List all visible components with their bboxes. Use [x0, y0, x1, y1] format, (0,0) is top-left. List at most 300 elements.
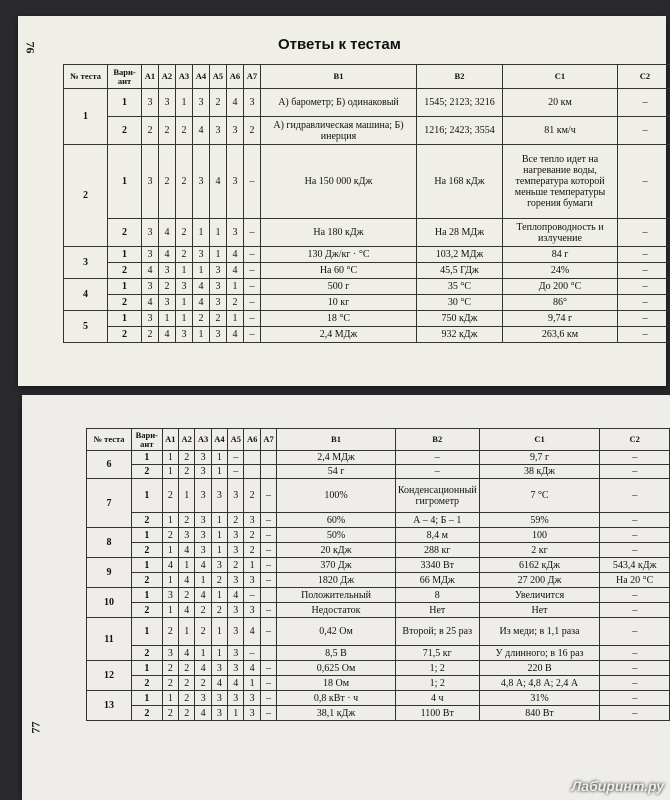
table-row: [87, 603, 670, 618]
answer-cell: Все тепло идет на нагревание воды, температура которой меньше температуры горения бумаги: [503, 145, 618, 219]
answer-cell: 2: [227, 295, 244, 311]
variant-cell: 1: [108, 89, 142, 117]
answer-cell: 3: [211, 661, 227, 676]
answer-cell: 1: [211, 513, 227, 528]
answer-cell: –: [260, 691, 276, 706]
variant-cell: 2: [108, 327, 142, 343]
bottom-page: [22, 395, 670, 800]
variant-cell: 1: [108, 247, 142, 263]
answer-cell: 4: [227, 247, 244, 263]
answer-cell: 3: [228, 479, 244, 513]
answer-cell: 1: [193, 219, 210, 247]
variant-cell: 2: [132, 706, 163, 721]
answer-cell: 1: [193, 327, 210, 343]
answer-cell: 3: [244, 706, 260, 721]
table-row: [64, 327, 670, 343]
variant-cell: 1: [132, 528, 163, 543]
answer-cell: –: [618, 263, 670, 279]
answer-cell: 2: [142, 327, 159, 343]
table-row: [87, 691, 670, 706]
table-row: [87, 618, 670, 646]
answer-cell: –: [244, 145, 261, 219]
table-row: [87, 528, 670, 543]
page-number: 77: [28, 721, 43, 734]
answer-cell: 18 °С: [261, 311, 417, 327]
top-page: [18, 16, 666, 386]
test-number-cell: 3: [64, 247, 108, 279]
answer-cell: 3: [176, 279, 193, 295]
answer-cell: 4: [227, 263, 244, 279]
answer-cell: 220 В: [479, 661, 600, 676]
answer-cell: 4: [227, 327, 244, 343]
answer-cell: 4: [195, 706, 211, 721]
answer-cell: 2,4 МДж: [277, 451, 396, 465]
answer-cell: 1: [162, 691, 178, 706]
variant-cell: 1: [132, 558, 163, 573]
answer-cell: 3: [244, 573, 260, 588]
answer-cell: –: [600, 479, 670, 513]
answer-cell: –: [395, 451, 479, 465]
answer-cell: 54 г: [277, 465, 396, 479]
answer-cell: 1: [211, 543, 227, 558]
answer-cell: 3: [211, 691, 227, 706]
answer-cell: –: [260, 479, 276, 513]
answer-cell: 2: [176, 117, 193, 145]
answer-cell: –: [618, 311, 670, 327]
answer-cell: –: [244, 279, 261, 295]
table-header-row: [87, 429, 670, 451]
answer-cell: 7 °С: [479, 479, 600, 513]
answer-cell: –: [618, 279, 670, 295]
answer-cell: 2 кг: [479, 543, 600, 558]
answer-cell: 103,2 МДж: [417, 247, 503, 263]
answer-cell: 2: [228, 558, 244, 573]
answer-cell: 0,8 кВт · ч: [277, 691, 396, 706]
answer-cell: 100: [479, 528, 600, 543]
variant-cell: 2: [132, 543, 163, 558]
answer-cell: 3: [210, 279, 227, 295]
answer-cell: 3: [142, 89, 159, 117]
answer-cell: 1100 Вт: [395, 706, 479, 721]
answer-cell: 2,4 МДж: [261, 327, 417, 343]
answer-cell: –: [600, 543, 670, 558]
answer-cell: 4: [142, 295, 159, 311]
answer-cell: –: [600, 603, 670, 618]
header-cell: А7: [260, 429, 276, 451]
answer-cell: 1: [244, 676, 260, 691]
answer-cell: 3: [195, 451, 211, 465]
answer-cell: 2: [176, 247, 193, 263]
answer-cell: 4: [159, 327, 176, 343]
answer-cell: 750 кДж: [417, 311, 503, 327]
variant-cell: 1: [132, 618, 163, 646]
answer-cell: 4: [195, 558, 211, 573]
answer-cell: [244, 465, 260, 479]
variant-cell: 1: [108, 311, 142, 327]
test-number-cell: 5: [64, 311, 108, 343]
table-row: [87, 706, 670, 721]
answer-cell: 4: [193, 117, 210, 145]
answer-cell: 3: [142, 219, 159, 247]
table-row: [87, 543, 670, 558]
answer-cell: 1820 Дж: [277, 573, 396, 588]
answer-cell: 4 ч: [395, 691, 479, 706]
answer-cell: 3: [210, 295, 227, 311]
answer-cell: –: [244, 219, 261, 247]
answer-cell: 3: [195, 479, 211, 513]
answer-cell: 3: [244, 691, 260, 706]
answer-cell: 2: [159, 279, 176, 295]
answer-cell: 3: [228, 618, 244, 646]
page-title: Ответы к тестам: [278, 36, 401, 53]
answer-cell: 3: [159, 263, 176, 279]
answer-cell: 2: [179, 676, 195, 691]
answer-cell: Нет: [395, 603, 479, 618]
answer-cell: 2: [244, 528, 260, 543]
answer-cell: 66 МДж: [395, 573, 479, 588]
answer-cell: 1: [176, 263, 193, 279]
answer-cell: 2: [210, 89, 227, 117]
answer-cell: 3: [210, 117, 227, 145]
header-cell: В1: [261, 65, 417, 89]
answer-cell: 1: [210, 247, 227, 263]
answer-cell: 2: [179, 451, 195, 465]
variant-cell: 1: [132, 691, 163, 706]
answer-cell: А) гидравлическая машина; Б) инерция: [261, 117, 417, 145]
answer-cell: 4: [159, 219, 176, 247]
answer-cell: 4: [179, 603, 195, 618]
answer-cell: 4: [211, 676, 227, 691]
answer-cell: 84 г: [503, 247, 618, 263]
answer-cell: До 200 °С: [503, 279, 618, 295]
answer-cell: 2: [162, 618, 178, 646]
answers-table-bottom: [86, 428, 670, 721]
answer-cell: 8,4 м: [395, 528, 479, 543]
table-row: [87, 661, 670, 676]
test-number-cell: 11: [87, 618, 132, 661]
answer-cell: 288 кг: [395, 543, 479, 558]
table-row: [64, 279, 670, 295]
header-cell: № теста: [64, 65, 108, 89]
answer-cell: 3: [195, 513, 211, 528]
answer-cell: 45,5 ГДж: [417, 263, 503, 279]
header-cell: А5: [210, 65, 227, 89]
answer-cell: 3: [142, 145, 159, 219]
answer-cell: 50%: [277, 528, 396, 543]
answer-cell: 2: [162, 706, 178, 721]
answer-cell: 1216; 2423; 3554: [417, 117, 503, 145]
answer-cell: 3: [210, 327, 227, 343]
answer-cell: 370 Дж: [277, 558, 396, 573]
header-cell: С1: [503, 65, 618, 89]
variant-cell: 1: [108, 145, 142, 219]
table-row: [64, 247, 670, 263]
answer-cell: 4: [195, 588, 211, 603]
answer-cell: 3: [228, 691, 244, 706]
answer-cell: 4: [179, 646, 195, 661]
answer-cell: 4: [227, 89, 244, 117]
table-row: [87, 573, 670, 588]
answer-cell: 1: [228, 706, 244, 721]
table-row: [64, 295, 670, 311]
table-row: [87, 513, 670, 528]
table-row: [64, 117, 670, 145]
test-number-cell: 2: [64, 145, 108, 247]
answer-cell: 1: [176, 295, 193, 311]
answer-cell: 4: [244, 618, 260, 646]
header-cell: Вари-ант: [132, 429, 163, 451]
answer-cell: –: [244, 588, 260, 603]
answer-cell: –: [600, 691, 670, 706]
answer-cell: 1: [162, 603, 178, 618]
variant-cell: 2: [132, 513, 163, 528]
answer-cell: –: [600, 513, 670, 528]
answer-cell: –: [260, 603, 276, 618]
answer-cell: 1: [211, 451, 227, 465]
answer-cell: 3: [211, 706, 227, 721]
answer-cell: 3: [195, 528, 211, 543]
test-number-cell: 1: [64, 89, 108, 145]
variant-cell: 2: [132, 676, 163, 691]
answer-cell: 2: [179, 588, 195, 603]
variant-cell: 2: [108, 117, 142, 145]
answer-cell: 0,42 Ом: [277, 618, 396, 646]
answer-cell: 1: [211, 528, 227, 543]
answer-cell: –: [600, 588, 670, 603]
answer-cell: –: [244, 327, 261, 343]
answer-cell: 8,5 В: [277, 646, 396, 661]
answer-cell: 35 °С: [417, 279, 503, 295]
answer-cell: 3: [159, 89, 176, 117]
table-row: [64, 145, 670, 219]
test-number-cell: 9: [87, 558, 132, 588]
answer-cell: 2: [162, 661, 178, 676]
answer-cell: 81 км/ч: [503, 117, 618, 145]
answer-cell: 4: [142, 263, 159, 279]
answer-cell: 3: [244, 89, 261, 117]
header-cell: Вари-ант: [108, 65, 142, 89]
answer-cell: [244, 451, 260, 465]
answer-cell: 0,625 Ом: [277, 661, 396, 676]
answer-cell: –: [395, 465, 479, 479]
answer-cell: 9,7 г: [479, 451, 600, 465]
answer-cell: 3: [227, 145, 244, 219]
answer-cell: 100%: [277, 479, 396, 513]
answer-cell: –: [600, 618, 670, 646]
answer-cell: 59%: [479, 513, 600, 528]
answer-cell: 1: [211, 588, 227, 603]
answer-cell: 2: [211, 573, 227, 588]
answer-cell: 3: [159, 295, 176, 311]
answer-cell: 932 кДж: [417, 327, 503, 343]
answer-cell: [260, 465, 276, 479]
watermark-logo: Лабиринт.ру: [571, 778, 664, 794]
answer-cell: –: [600, 451, 670, 465]
variant-cell: 2: [108, 219, 142, 247]
variant-cell: 2: [132, 465, 163, 479]
answer-cell: 3: [228, 661, 244, 676]
header-cell: А4: [211, 429, 227, 451]
answer-cell: 4: [162, 558, 178, 573]
answer-cell: 4: [159, 247, 176, 263]
answer-cell: –: [244, 646, 260, 661]
header-cell: А4: [193, 65, 210, 89]
answer-cell: 2: [244, 479, 260, 513]
answer-cell: 1: [193, 263, 210, 279]
answer-cell: 4: [195, 661, 211, 676]
answer-cell: –: [244, 311, 261, 327]
answer-cell: 4: [244, 661, 260, 676]
answer-cell: 3340 Вт: [395, 558, 479, 573]
answer-cell: 3: [195, 691, 211, 706]
answer-cell: 4: [228, 588, 244, 603]
answer-cell: Конденсационный гигрометр: [395, 479, 479, 513]
table-row: [64, 219, 670, 247]
answer-cell: 1: [176, 311, 193, 327]
answer-cell: 31%: [479, 691, 600, 706]
answer-cell: 71,5 кг: [395, 646, 479, 661]
table-row: [64, 89, 670, 117]
header-cell: А6: [244, 429, 260, 451]
test-number-cell: 8: [87, 528, 132, 558]
answer-cell: 3: [142, 311, 159, 327]
answer-cell: 263,6 км: [503, 327, 618, 343]
answer-cell: 3: [142, 279, 159, 295]
answer-cell: –: [260, 543, 276, 558]
answer-cell: [260, 588, 276, 603]
answer-cell: 1: [162, 451, 178, 465]
answer-cell: 543,4 кДж: [600, 558, 670, 573]
table-row: [87, 451, 670, 465]
answer-cell: 2: [193, 311, 210, 327]
answer-cell: 3: [195, 543, 211, 558]
answer-cell: 3: [228, 573, 244, 588]
answer-cell: 8: [395, 588, 479, 603]
answer-cell: –: [244, 263, 261, 279]
table-row: [87, 465, 670, 479]
table-row: [87, 676, 670, 691]
answer-cell: 1: [211, 465, 227, 479]
answer-cell: –: [600, 528, 670, 543]
variant-cell: 2: [108, 295, 142, 311]
answer-cell: –: [260, 618, 276, 646]
answer-cell: А – 4; Б – 1: [395, 513, 479, 528]
answer-cell: 2: [162, 676, 178, 691]
answer-cell: 10 кг: [261, 295, 417, 311]
answer-cell: 3: [193, 145, 210, 219]
answer-cell: У длинного; в 16 раз: [479, 646, 600, 661]
answer-cell: 500 г: [261, 279, 417, 295]
answer-cell: –: [244, 247, 261, 263]
answer-cell: 1; 2: [395, 661, 479, 676]
answer-cell: 1: [179, 479, 195, 513]
answer-cell: Недостаток: [277, 603, 396, 618]
answer-cell: –: [618, 117, 670, 145]
answer-cell: –: [618, 295, 670, 311]
answer-cell: –: [600, 646, 670, 661]
answer-cell: На 60 °С: [261, 263, 417, 279]
answer-cell: 27 200 Дж: [479, 573, 600, 588]
header-cell: А3: [195, 429, 211, 451]
answer-cell: 840 Вт: [479, 706, 600, 721]
header-cell: № теста: [87, 429, 132, 451]
answer-cell: 2: [176, 145, 193, 219]
answer-cell: 3: [244, 513, 260, 528]
answer-cell: 4: [193, 279, 210, 295]
test-number-cell: 13: [87, 691, 132, 721]
answer-cell: 2: [228, 513, 244, 528]
header-cell: А6: [227, 65, 244, 89]
answer-cell: 3: [162, 646, 178, 661]
variant-cell: 2: [108, 263, 142, 279]
variant-cell: 1: [108, 279, 142, 295]
answer-cell: 2: [179, 661, 195, 676]
header-cell: А3: [176, 65, 193, 89]
answer-cell: 3: [211, 558, 227, 573]
answer-cell: [260, 646, 276, 661]
answer-cell: 1545; 2123; 3216: [417, 89, 503, 117]
answer-cell: 3: [227, 219, 244, 247]
variant-cell: 2: [132, 646, 163, 661]
answer-cell: 3: [195, 465, 211, 479]
answer-cell: На 28 МДж: [417, 219, 503, 247]
header-cell: В2: [395, 429, 479, 451]
answer-cell: Нет: [479, 603, 600, 618]
answer-cell: 1: [176, 89, 193, 117]
answer-cell: 30 °С: [417, 295, 503, 311]
answer-cell: 3: [193, 247, 210, 263]
answer-cell: –: [228, 451, 244, 465]
variant-cell: 1: [132, 588, 163, 603]
answer-cell: 1: [195, 573, 211, 588]
answer-cell: 1: [162, 465, 178, 479]
answer-cell: –: [260, 661, 276, 676]
answer-cell: 2: [195, 603, 211, 618]
header-cell: А2: [179, 429, 195, 451]
answer-cell: –: [600, 661, 670, 676]
answer-cell: 1; 2: [395, 676, 479, 691]
answer-cell: –: [600, 465, 670, 479]
answer-cell: 3: [228, 528, 244, 543]
answer-cell: 38,1 кДж: [277, 706, 396, 721]
answer-cell: 1: [159, 311, 176, 327]
answer-cell: 3: [228, 543, 244, 558]
header-cell: А1: [162, 429, 178, 451]
answer-cell: –: [244, 295, 261, 311]
answer-cell: 3: [162, 588, 178, 603]
answer-cell: 2: [179, 465, 195, 479]
answer-cell: 1: [162, 513, 178, 528]
answer-cell: –: [618, 89, 670, 117]
answer-cell: 24%: [503, 263, 618, 279]
header-cell: В1: [277, 429, 396, 451]
header-cell: С1: [479, 429, 600, 451]
answer-cell: 4: [210, 145, 227, 219]
answer-cell: 4: [193, 295, 210, 311]
table-header-row: [64, 65, 670, 89]
answer-cell: 20 кДж: [277, 543, 396, 558]
answer-cell: 38 кДж: [479, 465, 600, 479]
answer-cell: –: [618, 327, 670, 343]
answer-cell: –: [618, 247, 670, 263]
answer-cell: 1: [210, 219, 227, 247]
answer-cell: Второй; в 25 раз: [395, 618, 479, 646]
answer-cell: 1: [179, 618, 195, 646]
answer-cell: [260, 451, 276, 465]
answer-cell: –: [600, 706, 670, 721]
answer-cell: 2: [159, 145, 176, 219]
answer-cell: 1: [227, 311, 244, 327]
